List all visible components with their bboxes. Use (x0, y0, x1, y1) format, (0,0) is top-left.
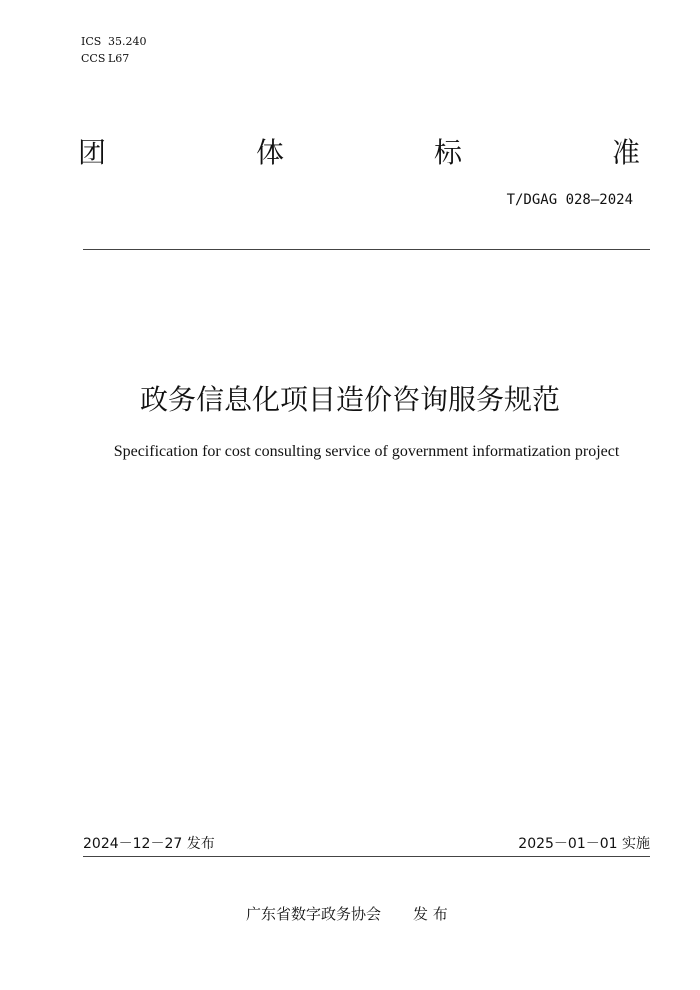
top-divider (83, 249, 650, 250)
standard-type-char-4: 准 (612, 136, 641, 169)
ccs-label: CCS (81, 52, 106, 65)
standard-number: T/DGAG 028—2024 (506, 192, 633, 208)
publisher-line (246, 904, 448, 924)
ccs-code: L67 (108, 52, 130, 65)
implementation-date: 2025－01－01 实施 (518, 836, 650, 852)
ccs-line (81, 52, 129, 66)
ics-code: 35.240 (108, 35, 147, 48)
standard-type-char-2: 体 (256, 136, 285, 169)
issue-date: 2024－12－27 发布 (83, 836, 215, 852)
standard-type-char-3: 标 (434, 136, 463, 169)
ics-line (81, 35, 147, 49)
title-english: Specification for cost consulting service of government informatization project (113, 443, 620, 460)
ics-label: ICS (81, 35, 102, 48)
bottom-divider (83, 856, 650, 857)
publisher-name: 广东省数字政务协会 (246, 905, 382, 923)
title-chinese: 政务信息化项目造价咨询服务规范 (139, 383, 560, 416)
standard-type-char-1: 团 (78, 136, 107, 169)
publish-label: 发 布 (413, 905, 448, 923)
